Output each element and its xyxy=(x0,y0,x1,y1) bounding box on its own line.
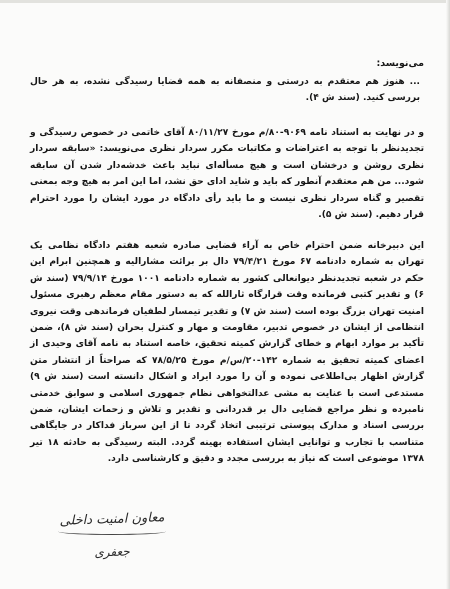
scan-right-edge xyxy=(446,0,450,589)
scan-top-edge xyxy=(0,0,450,3)
paragraph-1: ... هنوز هم معتقدم به درستی و منصفانه به همه قضایا رسیدگی نشده، به هر حال بررسی کنید. (سند ش ۴). xyxy=(30,77,420,104)
paragraph-2: و در نهایت به استناد نامه ۹۰۶۹-۸۰/م مورخ ۸۰/۱۱/۲۷ آقای خاتمی در خصوص رسیدگی و تجدیدنظر با توجه به اعتراضات و مکاتبات مکرر سردار نظری می‌نویسد: «سابقه سردار نظری روشن و درخشان است و هیچ مسأله‌ای نباید باعث خدشه‌دار شدن آن سابقه شود... من هم معتقدم آنطور که باید و شاید ادای حق نشد، اما این امر به هیچ وجه بمعنی تقصیر و گناه سردار نظری نیست و ما باید رأی دادگاه در مورد ایشان را مورد احترام قرار دهیم. (سند ش ۵). xyxy=(30,128,424,221)
paragraph-3: این دبیرخانه ضمن احترام خاص به آراء قضایی صادره شعبه هفتم دادگاه نظامی یک تهران به شماره دادنامه ۶۷ مورخ ۷۹/۴/۲۱ دال بر برائت مشارالیه و همچنین ابرام این حکم در شعبه تجدیدنظر دیوانعالی کشور به شماره دادنامه ۱۰۰۱ مورخ ۷۹/۹/۱۴ (سند ش ۶) و تقدیر کتبی فرمانده وقت قرارگاه ثارالله که به دستور مقام معظم رهبری مسئول امنیت تهران بزرگ بوده است (سند ش ۷) و تقدیر تیمسار لطفیان فرماندهی وقت نیروی انتظامی از ایشان در خصوص تدبیر، مقاومت و مهار و کنترل بحران (سند ش ۸)، ضمن تأکید بر موارد ابهام و خطای گزارش کمیته تحقیق، خاصه استناد به نامه آقای وحیدی از اعضای کمیته تحقیق به شماره ۱۴۲-۲۰/س/م مورخ ۷۸/۵/۲۵ که صراحتاً از انتشار متن گزارش اظهار بی‌اطلاعی نموده و آن را مورد ایراد و اشکال دانسته است (سند ش ۹) مستدعی است با عنایت به مشی عدالتخواهی نظام جمهوری اسلامی و سوابق خدمتی نامبرده و نظر مراجع قضایی دال بر قدردانی و تقدیر و تلاش و زحمات ایشان، ضمن بررسی اسناد و مدارک پیوستی ترتیبی اتخاذ گردد تا از این سرباز فداکار در جایگاهی متناسب با تجارب و توانایی ایشان استفاده بهینه گردد. البته رسیدگی به حادثه ۱۸ تیر ۱۳۷۸ موضوعی است که نیاز به بررسی مجدد و دقیق و کارشناسی دارد. xyxy=(30,241,425,465)
signature-name: معاون امنیت داخلی xyxy=(59,510,165,529)
document-heading: می‌نویسد: xyxy=(376,58,424,69)
signature-role: جعفری xyxy=(94,544,130,560)
signature-flourish xyxy=(58,528,166,535)
